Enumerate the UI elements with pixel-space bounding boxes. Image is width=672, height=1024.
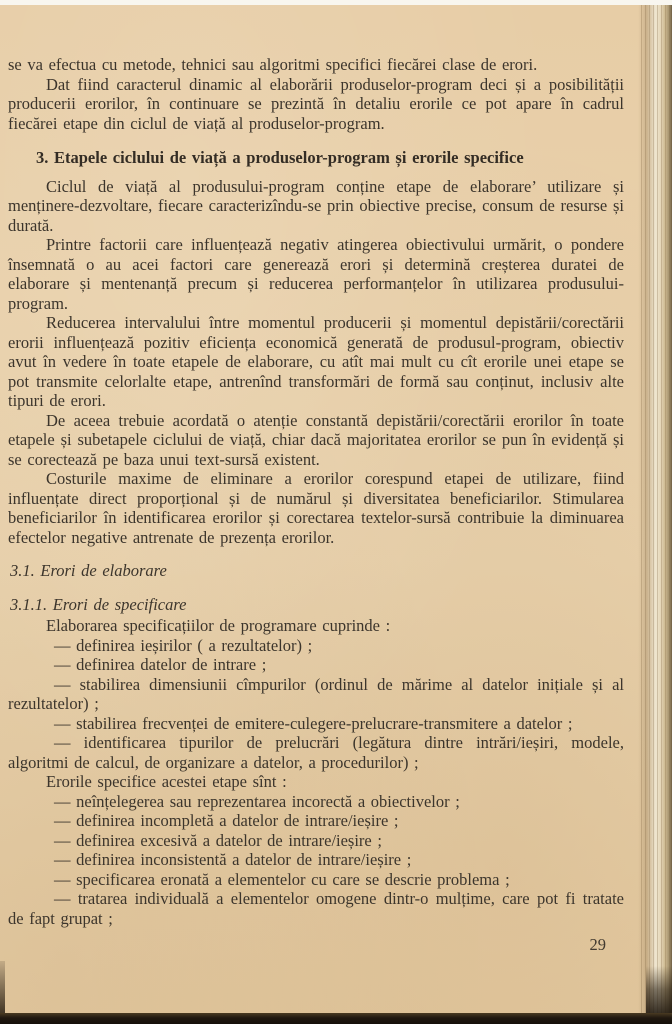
list-item: — definirea incompletă a datelor de intrare/ieșire ;	[54, 811, 399, 830]
subsection-heading: 3.1.1. Erori de specificare	[10, 594, 187, 614]
list-item: — specificarea eronată a elementelor cu care se descrie problema ;	[54, 869, 510, 889]
paragraph: se va efectua cu metode, tehnici sau algoritmi specifici fiecărei clase de erori.	[8, 55, 538, 74]
paragraph: De aceea trebuie acordată o atenție constantă depistării/corectării erorilor în toate etapele și subetapele ciclului de viață, chiar dacă majoritatea erorilor se pun în evidență și se corectează pe baza unui text-sursă existent.	[8, 410, 624, 469]
page-number: 29	[589, 935, 606, 954]
subsection-heading: 3.1. Erori de elaborare	[10, 561, 167, 580]
list-item: — definirea inconsistentă a datelor de intrare/ieșire ;	[54, 850, 412, 869]
paragraph: Printre factorii care influențează negativ atingerea obiectivului urmărit, o pondere însemnată o au acei factori care generează erori și determină creșterea duratei de elaborare și mentenanță precum și reducerea performanțelor în utilizarea produsului-program.	[8, 235, 624, 313]
left-edge-shadow	[0, 961, 5, 1013]
book-binding-shadow	[0, 1013, 672, 1024]
paragraph: Elaborarea specificațiilor de programare cuprinde :	[46, 616, 391, 635]
paragraph: Dat fiind caracterul dinamic al elaborării produselor-program deci și a posibilității producerii erorilor, în continuare se prezintă în detaliu erorile ce pot apare în cadrul fiecărei etape din ciclul de viață al produselor-program.	[8, 74, 624, 133]
paragraph: Costurile maxime de eliminare a erorilor corespund etapei de utilizare, fiind influențate direct proporțional și de numărul și diversitatea beneficiarilor. Stimularea beneficiarilor în identificarea erorilor și corectarea textelor-sursă contribuie la diminuarea efectelor negative antrenate de prezența erorilor.	[8, 469, 624, 547]
list-item: — stabilirea dimensiunii cîmpurilor (ordinul de mărime al datelor inițiale și al rezultatelor) ;	[8, 674, 624, 713]
page-text-column	[8, 55, 624, 928]
list-item: — definirea ieșirilor ( a rezultatelor) ;	[54, 635, 313, 655]
list-item: — identificarea tipurilor de prelucrări (legătura dintre intrări/ieșiri, modele, algoritmi de calcul, de organizare a datelor, a procedurilor) ;	[8, 733, 624, 772]
book-page-edges	[638, 5, 672, 1013]
list-item: — stabilirea frecvenței de emitere-culegere-prelucrare-transmitere a datelor ;	[54, 713, 573, 733]
list-item: — neînțelegerea sau reprezentarea incorectă a obiectivelor ;	[54, 791, 460, 811]
paper-sheet	[0, 5, 672, 1013]
paragraph: Ciclul de viață al produsului-program conține etape de elaborare’ utilizare și menținere-dezvoltare, fiecare caracterizîndu-se prin obiective precise, consum de resurse și durată.	[8, 176, 624, 235]
list-item: — definirea excesivă a datelor de intrare/ieșire ;	[54, 830, 382, 850]
paragraph: Erorile specifice acestei etape sînt :	[46, 772, 287, 791]
section-heading: 3. Etapele ciclului de viață a produselor-program și erorile specifice	[36, 148, 524, 167]
list-item: — tratarea individuală a elementelor omogene dintr-o mulțime, care pot fi tratate de fapt grupat ;	[8, 889, 624, 928]
list-item: — definirea datelor de intrare ;	[54, 655, 267, 674]
paragraph: Reducerea intervalului între momentul producerii și momentul depistării/corectării erorii influențează pozitiv eficiența economică generată de produsul-program, obiectiv avut în vedere în toate etapele de elaborare, cu atît mai mult cu cît erorile unei etape se pot transmite celorlalte etape, antrenînd transformări de formă sau conținut, inclusiv alte tipuri de erori.	[8, 313, 624, 410]
